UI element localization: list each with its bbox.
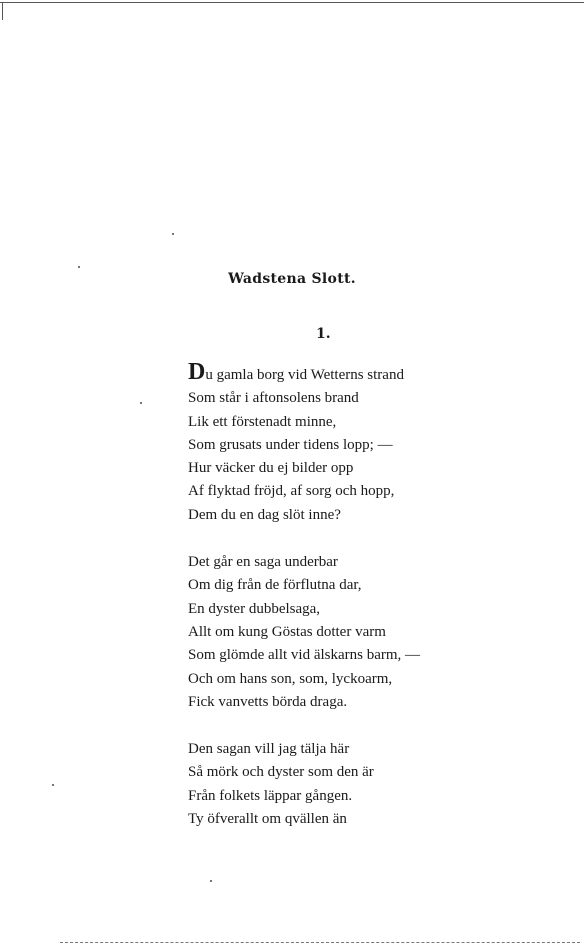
poem-line: Ty öfverallt om qvällen än xyxy=(188,811,347,828)
paper-speck xyxy=(210,880,212,882)
paper-speck xyxy=(52,784,54,786)
poem-line: Dem du en dag slöt inne? xyxy=(188,506,341,523)
poem-body xyxy=(188,359,508,855)
section-number: 1. xyxy=(316,326,331,342)
stanza-3 xyxy=(188,738,508,831)
paper-speck xyxy=(140,402,142,404)
page-left-edge xyxy=(2,2,3,20)
poem-line: Som står i aftonsolens brand xyxy=(188,390,359,407)
poem-line: Den sagan vill jag tälja här xyxy=(188,741,350,758)
poem-line: Så mörk och dyster som den är xyxy=(188,764,374,781)
paper-speck xyxy=(172,233,174,235)
poem-line-text: u gamla borg vid Wetterns strand xyxy=(205,367,404,383)
page-top-edge xyxy=(0,2,584,3)
drop-cap: D xyxy=(188,359,206,385)
poem-line: Hur väcker du ej bilder opp xyxy=(188,460,354,477)
poem-line: En dyster dubbelsaga, xyxy=(188,600,321,617)
poem-line: Som grusats under tidens lopp; — xyxy=(188,436,393,453)
poem-line: Det går en saga underbar xyxy=(188,554,338,571)
stanza-1 xyxy=(188,359,508,527)
page-bottom-edge xyxy=(60,942,580,943)
poem-line: Från folkets läppar gången. xyxy=(188,787,353,804)
poem-line: Lik ett förstenadt minne, xyxy=(188,413,337,430)
poem-line: Som glömde allt vid älskarns barm, — xyxy=(188,647,421,664)
poem-line: Och om hans son, som, lyckoarm, xyxy=(188,670,393,687)
poem-line: Allt om kung Göstas dotter varm xyxy=(188,623,386,640)
paper-speck xyxy=(78,266,80,268)
poem-line: Om dig från de förflutna dar, xyxy=(188,577,362,594)
poem-line: Af flyktad fröjd, af sorg och hopp, xyxy=(188,483,395,500)
stanza-2 xyxy=(188,551,508,714)
poem-line: Fick vanvetts börda draga. xyxy=(188,693,348,710)
poem-line xyxy=(188,359,508,387)
poem-title: Wadstena Slott. xyxy=(228,271,356,287)
